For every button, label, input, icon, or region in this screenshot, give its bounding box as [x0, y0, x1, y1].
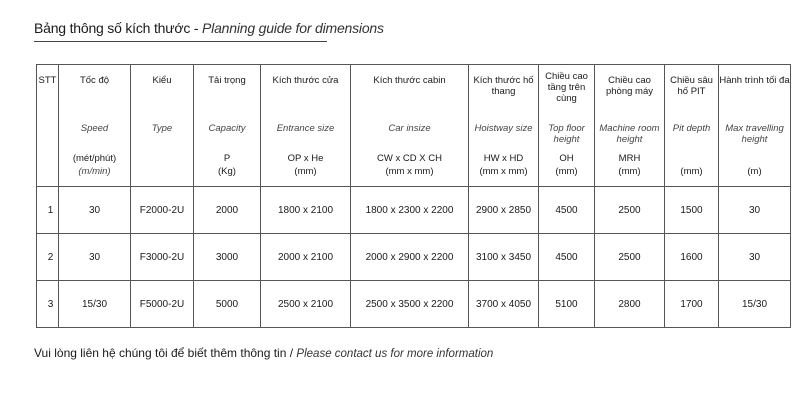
col-header-en: Car insize: [388, 123, 431, 134]
col-header-en: Hoistway size: [474, 123, 533, 134]
col-header-en: Pit depth: [672, 123, 711, 134]
col-header-unit2: (m/min): [78, 166, 111, 177]
contact-note: [34, 346, 493, 360]
footer-en: Please contact us for more information: [296, 348, 494, 360]
col-header-en: Machine room height: [599, 123, 660, 145]
cell-entrance: 2000 x 2100: [261, 234, 351, 281]
col-header-unit: CW x CD X CH: [377, 153, 442, 164]
col-header-capacity: [194, 65, 261, 187]
col-header-vi: Kiểu: [152, 75, 172, 86]
cell-top-floor: 4500: [539, 234, 595, 281]
cell-machine-room: 2500: [595, 187, 665, 234]
title-separator: -: [190, 20, 203, 36]
dimensions-table: [36, 64, 791, 328]
col-header-unit2: (mm): [294, 166, 317, 177]
col-header-vi: Kích thước cửa: [272, 75, 339, 86]
cell-stt: [37, 234, 59, 281]
col-header-unit2: (mm x mm): [479, 166, 528, 177]
cell-max-travel: 15/30: [719, 281, 791, 328]
cell-machine-room: 2800: [595, 281, 665, 328]
cell-cabin: 2000 x 2900 x 2200: [351, 234, 469, 281]
cell-entrance: 2500 x 2100: [261, 281, 351, 328]
col-header-vi: Chiều cao tầng trên cùng: [545, 71, 588, 104]
title-vi: Bảng thông số kích thước: [34, 20, 191, 36]
cell-speed: 15/30: [59, 281, 131, 328]
cell-speed: 30: [59, 234, 131, 281]
col-header-cabin: [351, 65, 469, 187]
col-header-stt: [37, 65, 59, 187]
footer-vi: Vui lòng liên hệ chúng tôi để biết thêm thông tin: [34, 346, 287, 360]
col-header-unit2: (m): [747, 166, 762, 177]
cell-type: F3000-2U: [131, 234, 194, 281]
col-header-en: Speed: [80, 123, 109, 134]
title-underline: [34, 41, 327, 42]
col-header-hoistway: [469, 65, 539, 187]
col-header-vi: Hành trình tối đa: [719, 75, 790, 86]
col-header-vi: Kích thước hố thang: [473, 75, 534, 97]
cell-hoistway: 2900 x 2850: [469, 187, 539, 234]
col-header-unit: OP x He: [287, 153, 324, 164]
col-header-unit2: (Kg): [218, 166, 236, 177]
col-header-pit-depth: [665, 65, 719, 187]
table-header-row: [37, 65, 791, 187]
footer-separator: /: [286, 346, 297, 360]
cell-stt: [37, 187, 59, 234]
cell-pit-depth: 1500: [665, 187, 719, 234]
cell-pit-depth: 1600: [665, 234, 719, 281]
col-header-entrance: [261, 65, 351, 187]
title-en: Planning guide for dimensions: [202, 20, 384, 36]
cell-max-travel: 30: [719, 234, 791, 281]
cell-type: F5000-2U: [131, 281, 194, 328]
cell-capacity: 5000: [194, 281, 261, 328]
col-header-machine-room: [595, 65, 665, 187]
cell-machine-room: 2500: [595, 234, 665, 281]
cell-cabin: 1800 x 2300 x 2200: [351, 187, 469, 234]
cell-speed: 30: [59, 187, 131, 234]
col-header-en: Max travelling height: [725, 123, 784, 145]
col-header-top-floor: [539, 65, 595, 187]
page-title: [34, 20, 384, 36]
table-row: [37, 234, 791, 281]
col-header-unit: HW x HD: [483, 153, 524, 164]
col-header-vi: Tốc độ: [79, 75, 110, 86]
col-header-unit: OH: [559, 153, 574, 164]
cell-stt-value: 3: [47, 298, 54, 310]
cell-entrance: 1800 x 2100: [261, 187, 351, 234]
cell-capacity: 3000: [194, 234, 261, 281]
cell-hoistway: 3700 x 4050: [469, 281, 539, 328]
col-header-en: Capacity: [208, 123, 246, 134]
cell-max-travel: 30: [719, 187, 791, 234]
cell-stt-value: 1: [47, 204, 54, 216]
cell-top-floor: 5100: [539, 281, 595, 328]
col-header-vi: Kích thước cabin: [373, 75, 446, 86]
cell-hoistway: 3100 x 3450: [469, 234, 539, 281]
cell-type: F2000-2U: [131, 187, 194, 234]
col-header-type: [131, 65, 194, 187]
col-header-max-travel: [719, 65, 791, 187]
cell-stt: [37, 281, 59, 328]
col-header-unit: MRH: [618, 153, 641, 164]
col-header-vi: STT: [38, 75, 57, 86]
col-header-unit2: (mm x mm): [385, 166, 434, 177]
col-header-vi: Chiều cao phòng máy: [605, 75, 653, 97]
col-header-en: Type: [151, 123, 173, 134]
table-row: [37, 187, 791, 234]
col-header-vi: Chiều sâu hố PIT: [670, 75, 713, 97]
cell-capacity: 2000: [194, 187, 261, 234]
col-header-unit2: (mm): [680, 166, 703, 177]
cell-stt-value: 2: [47, 251, 54, 263]
col-header-unit2: (mm): [555, 166, 578, 177]
col-header-en: Top floor height: [548, 123, 585, 145]
cell-cabin: 2500 x 3500 x 2200: [351, 281, 469, 328]
col-header-vi: Tải trọng: [208, 75, 246, 86]
cell-pit-depth: 1700: [665, 281, 719, 328]
col-header-unit: (mét/phút): [72, 153, 117, 164]
col-header-en: Entrance size: [276, 123, 335, 134]
col-header-unit2: (mm): [618, 166, 641, 177]
col-header-unit: P: [223, 153, 231, 164]
table-row: [37, 281, 791, 328]
col-header-speed: [59, 65, 131, 187]
cell-top-floor: 4500: [539, 187, 595, 234]
